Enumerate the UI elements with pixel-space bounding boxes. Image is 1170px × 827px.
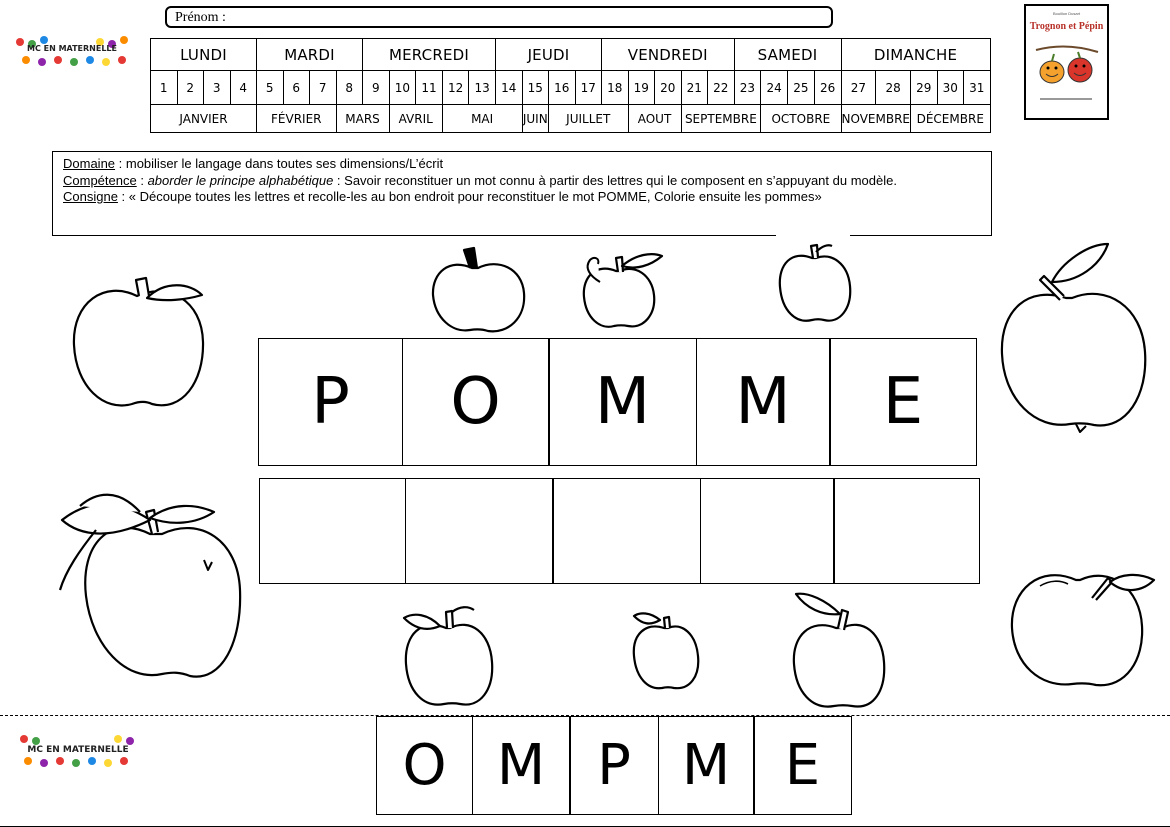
answer-row [259,478,980,584]
competence-text: : Savoir reconstituer un mot connu à partir des lettres qui le composent en s’appuyant du modèle. [333,172,897,188]
book-title: Trognon et Pépin [1029,21,1104,32]
domaine-label: Domaine [63,156,116,171]
month-cell[interactable]: SEPTEMBRE [681,105,761,133]
day-number-cell[interactable]: 15 [522,71,549,105]
cutout-letter[interactable]: O [376,716,473,815]
model-letter-cell: O [402,338,550,466]
month-cell[interactable]: OCTOBRE [761,105,841,133]
cutout-letter[interactable]: E [753,716,852,815]
month-cell[interactable]: FÉVRIER [257,105,337,133]
month-cell[interactable]: MARS [336,105,389,133]
competence-sep: : [136,172,148,188]
answer-box[interactable] [552,478,701,584]
apple-icon [1002,244,1145,432]
name-label: Prénom : [175,10,226,25]
day-number-cell[interactable]: 16 [549,71,576,105]
cutout-letters-row [376,716,852,815]
day-number-cell[interactable]: 22 [708,71,735,105]
day-number-cell[interactable]: 27 [841,71,876,105]
day-number-cell[interactable]: 28 [876,71,911,105]
cutout-letter[interactable]: M [658,716,755,815]
apple-icon [794,594,884,707]
day-number-cell[interactable]: 9 [363,71,390,105]
day-number-cell[interactable]: 17 [575,71,602,105]
day-number-cell[interactable]: 19 [628,71,655,105]
answer-box[interactable] [259,478,406,584]
day-cell[interactable]: LUNDI [151,39,257,71]
day-number-cell[interactable]: 5 [257,71,284,105]
day-cell[interactable]: SAMEDI [734,39,841,71]
month-cell[interactable]: DÉCEMBRE [911,105,991,133]
month-cell[interactable]: NOVEMBRE [841,105,911,133]
cutout-letter[interactable]: M [472,716,571,815]
domaine-text: : mobiliser le langage dans toutes ses dimensions/L’écrit [115,156,444,171]
month-cell[interactable]: MAI [442,105,522,133]
day-cell[interactable]: MARDI [257,39,363,71]
day-number-cell[interactable]: 31 [964,71,991,105]
competence-label: Compétence [63,172,137,188]
day-number-cell[interactable]: 2 [177,71,204,105]
apple-icon [433,248,524,331]
answer-box[interactable] [833,478,980,584]
apple-icon [780,245,850,321]
logo-text: MC EN MATERNELLE [27,44,117,53]
model-letter-cell: M [696,338,831,466]
day-number-cell[interactable]: 12 [442,71,469,105]
day-number-cell[interactable]: 29 [911,71,938,105]
day-cell[interactable]: VENDREDI [602,39,735,71]
consigne-label: Consigne [63,189,118,204]
apple-icon [74,278,203,405]
apple-icon [1012,575,1154,685]
day-number-cell[interactable]: 8 [336,71,363,105]
logo-text: MC EN MATERNELLE [27,745,129,755]
answer-box[interactable] [700,478,835,584]
cutout-letter[interactable]: P [569,716,659,815]
model-letter-cell: P [258,338,403,466]
day-number-cell[interactable]: 24 [761,71,788,105]
day-number-cell[interactable]: 23 [734,71,761,105]
day-number-cell[interactable]: 4 [230,71,257,105]
day-number-cell[interactable]: 11 [416,71,443,105]
consigne-text: : « Découpe toutes les lettres et recolle-les au bon endroit pour reconstituer le mot POMME, Colorie ensuite les pommes» [117,189,822,204]
month-cell[interactable]: AOUT [628,105,681,133]
day-cell[interactable]: MERCREDI [363,39,496,71]
day-number-cell[interactable]: 13 [469,71,496,105]
apple-icon [404,607,492,704]
competence-italic: aborder le principe alphabétique [147,172,334,188]
day-number-cell[interactable]: 10 [389,71,416,105]
apple-icon [584,254,662,327]
day-number-cell[interactable]: 21 [681,71,708,105]
day-number-cell[interactable]: 30 [937,71,964,105]
day-number-cell[interactable]: 7 [310,71,337,105]
day-number-cell[interactable]: 3 [204,71,231,105]
apple-icon [634,613,698,688]
day-cell[interactable]: DIMANCHE [841,39,990,71]
model-word-row [258,338,977,466]
day-cell[interactable]: JEUDI [496,39,602,71]
day-number-cell[interactable]: 26 [814,71,841,105]
month-cell[interactable]: JANVIER [151,105,257,133]
day-number-cell[interactable]: 20 [655,71,682,105]
book-author: Bouillon Dusart [1052,11,1081,16]
day-number-cell[interactable]: 1 [151,71,178,105]
day-number-cell[interactable]: 6 [283,71,310,105]
day-number-cell[interactable]: 18 [602,71,629,105]
day-number-cell[interactable]: 25 [788,71,815,105]
apple-icon [60,495,240,677]
model-letter-cell: M [548,338,697,466]
model-letter-cell: E [829,338,977,466]
day-number-cell[interactable]: 14 [496,71,523,105]
month-cell[interactable]: JUIN [522,105,549,133]
month-cell[interactable]: JUILLET [549,105,629,133]
answer-box[interactable] [405,478,554,584]
month-cell[interactable]: AVRIL [389,105,442,133]
